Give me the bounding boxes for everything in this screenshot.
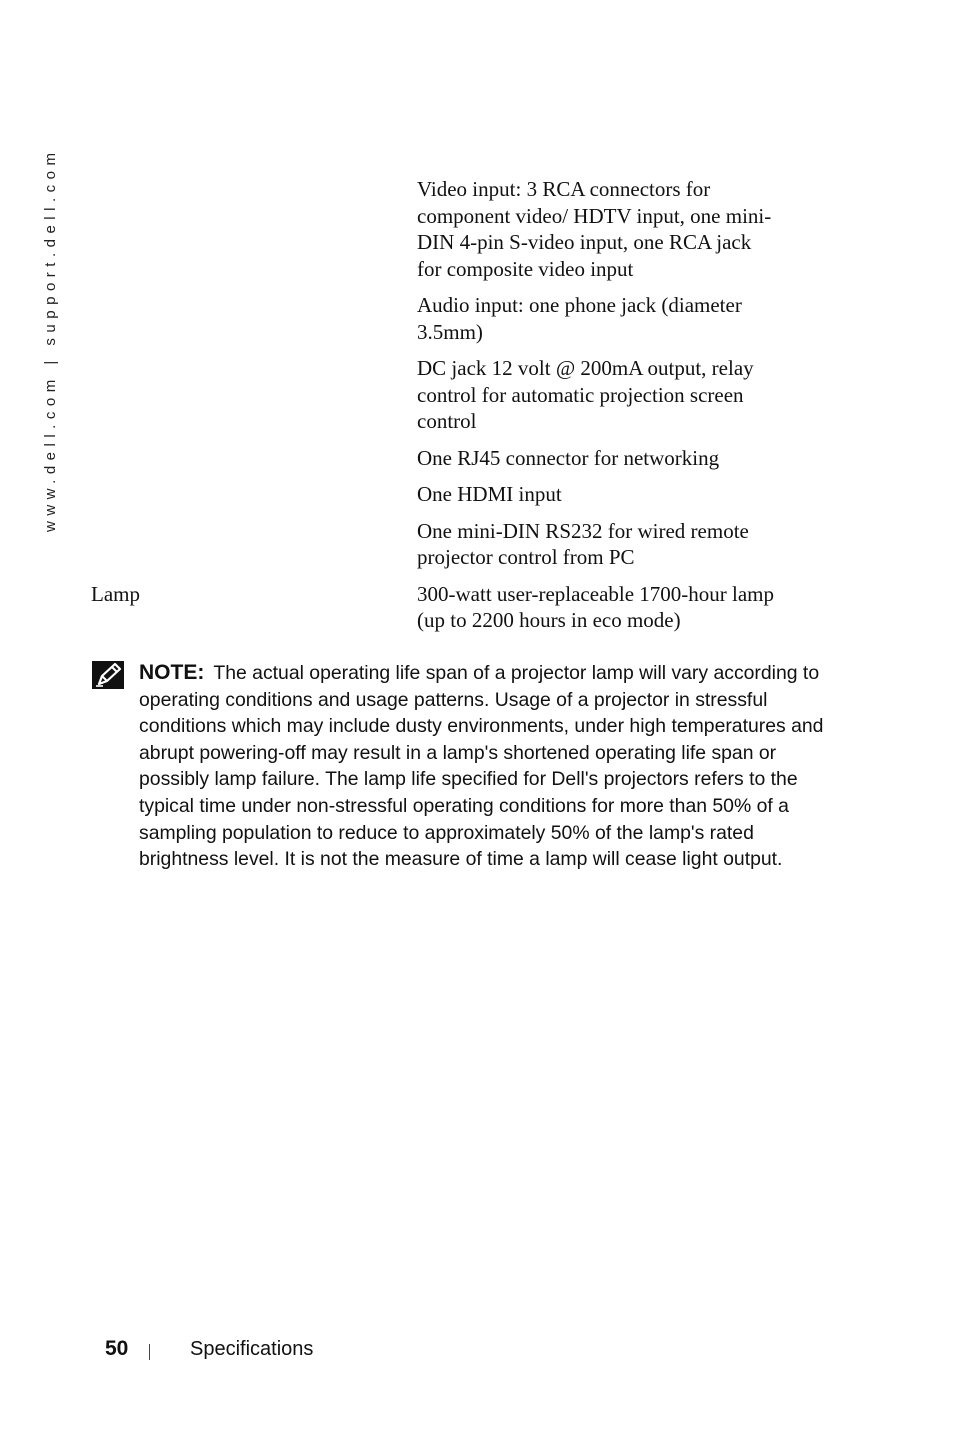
spec-value-rs232: One mini-DIN RS232 for wired remote projector control from PC: [417, 518, 749, 569]
spec-label-lamp: Lamp: [91, 581, 140, 606]
spec-value-rj45: One RJ45 connector for networking: [417, 445, 720, 470]
spec-value-video-input: Video input: 3 RCA connectors for component video/ HDTV input, one mini-DIN 4-pin S-video input, one RCA jack for composite video input: [417, 177, 772, 281]
spec-row-lamp: [91, 581, 791, 644]
spec-label: [91, 176, 417, 581]
spec-value-hdmi: One HDMI input: [417, 482, 562, 506]
note-box: [91, 660, 831, 873]
note-text: The actual operating life span of a projector lamp will vary according to operating conditions and usage patterns. Usage of a projector in stressful conditions which may include dusty environments, under high temperatures and abrupt powering-off may result in a lamp's shortened operating life span or possibly lamp failure. The lamp life specified for Dell's projectors refers to the typical time under non-stressful operating conditions for more than 50% of a sampling population to reduce to approximately 50% of the lamp's rated brightness level. It is not the measure of time a lamp will cease light output.: [139, 662, 824, 871]
spec-row-connectors: [91, 176, 791, 581]
page-number: 50: [105, 1337, 129, 1360]
note-label: NOTE:: [139, 661, 205, 684]
side-website-url: www.dell.com | support.dell.com: [42, 147, 59, 532]
footer-divider: [149, 1344, 150, 1360]
page-footer: [105, 1337, 313, 1361]
note-body: [139, 660, 831, 873]
pencil-note-icon: [91, 660, 125, 690]
spec-value-dc-jack: DC jack 12 volt @ 200mA output, relay control for automatic projection screen control: [417, 356, 754, 433]
footer-section-title: Specifications: [190, 1337, 314, 1360]
spec-values: [417, 581, 777, 644]
spec-value-audio-input: Audio input: one phone jack (diameter 3.5mm): [417, 293, 742, 344]
spec-table: [91, 176, 791, 644]
spec-value-lamp: 300-watt user-replaceable 1700-hour lamp (up to 2200 hours in eco mode): [417, 581, 775, 632]
spec-values: [417, 176, 777, 581]
